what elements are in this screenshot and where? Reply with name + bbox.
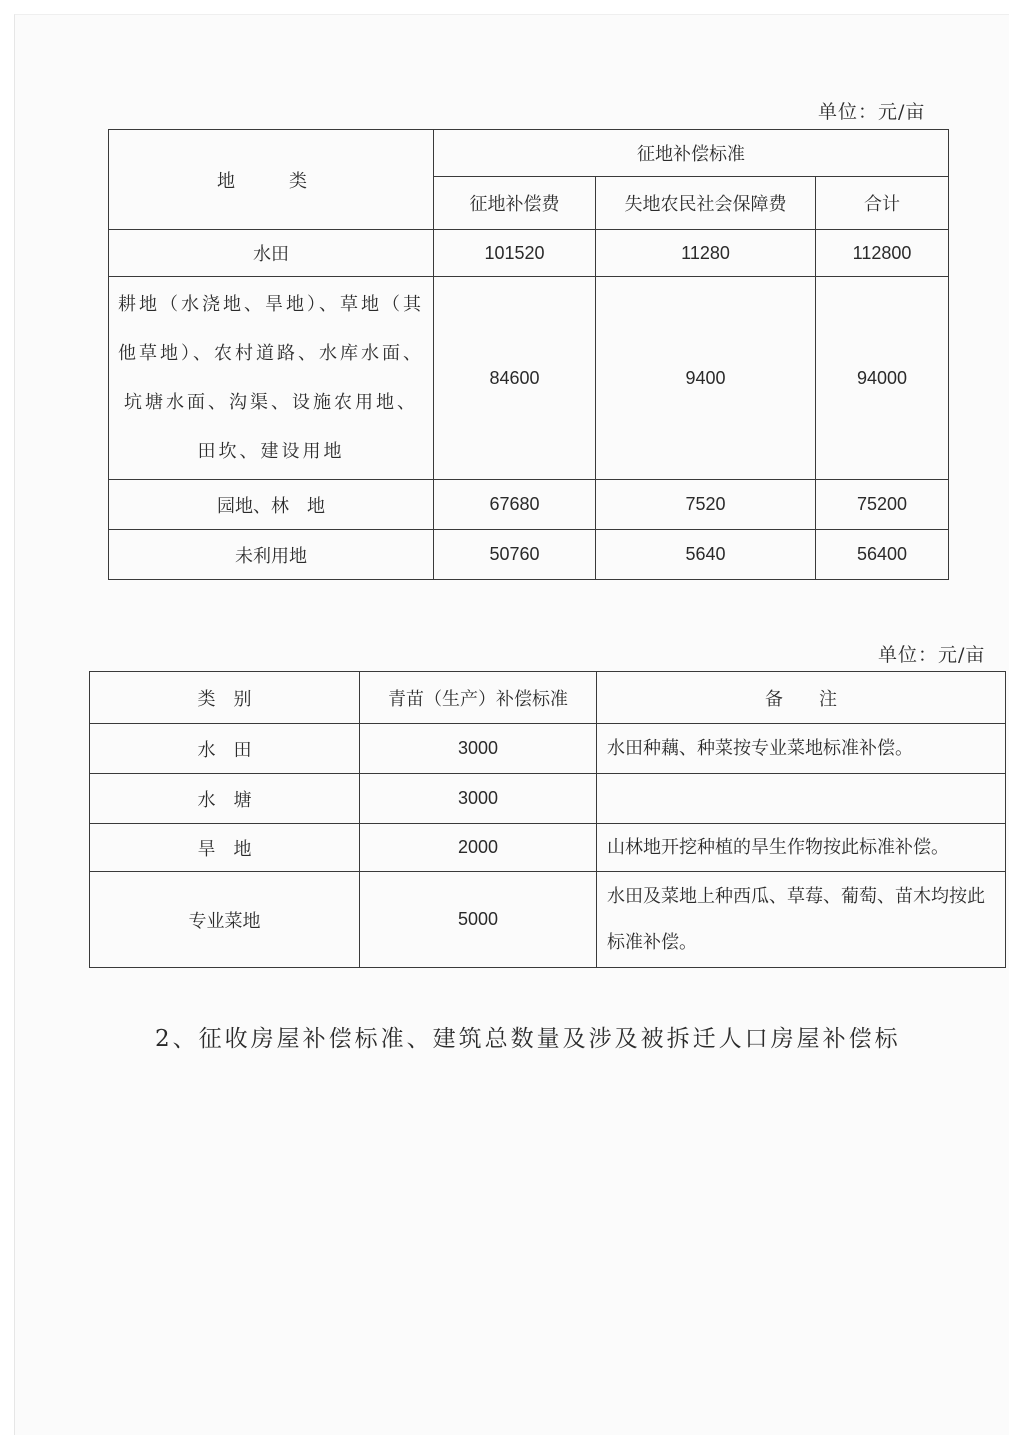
remark-cell <box>597 774 1006 824</box>
category-cell: 水 塘 <box>90 774 360 824</box>
security-cell: 7520 <box>596 480 816 530</box>
remark-cell: 水田种藕、种菜按专业菜地标准补偿。 <box>597 724 1006 774</box>
category-cell: 水 田 <box>90 724 360 774</box>
header-compensation-standard: 征地补偿标准 <box>434 130 949 177</box>
header-remarks: 备 注 <box>597 672 1006 724</box>
land-type-cell: 耕地（水浇地、旱地）、草地（其他草地）、农村道路、水库水面、坑塘水面、沟渠、设施农用地、田坎、建设用地 <box>109 277 434 480</box>
standard-cell: 3000 <box>360 774 597 824</box>
header-social-security-fee: 失地农民社会保障费 <box>596 177 816 230</box>
header-crop-standard: 青苗（生产）补偿标准 <box>360 672 597 724</box>
total-cell: 56400 <box>816 530 949 580</box>
standard-cell: 2000 <box>360 824 597 872</box>
section-heading: 2、征收房屋补偿标准、建筑总数量及涉及被拆迁人口房屋补偿标 <box>155 1026 901 1052</box>
land-compensation-table <box>108 129 949 580</box>
category-cell: 专业菜地 <box>90 872 360 968</box>
remark-cell: 山林地开挖种植的旱生作物按此标准补偿。 <box>597 824 1006 872</box>
total-cell: 75200 <box>816 480 949 530</box>
standard-cell: 5000 <box>360 872 597 968</box>
table-row <box>109 480 949 530</box>
total-cell: 112800 <box>816 230 949 277</box>
table-row <box>109 277 949 480</box>
standard-cell: 3000 <box>360 724 597 774</box>
security-cell: 11280 <box>596 230 816 277</box>
security-cell: 9400 <box>596 277 816 480</box>
fee-cell: 50760 <box>434 530 596 580</box>
unit-label-1: 单位：元/亩 <box>818 101 926 123</box>
header-total: 合计 <box>816 177 949 230</box>
table-row <box>90 872 1006 968</box>
land-type-cell: 未利用地 <box>109 530 434 580</box>
table-row <box>90 774 1006 824</box>
table-row <box>90 824 1006 872</box>
total-cell: 94000 <box>816 277 949 480</box>
fee-cell: 84600 <box>434 277 596 480</box>
remark-cell: 水田及菜地上种西瓜、草莓、葡萄、苗木均按此标准补偿。 <box>597 872 1006 968</box>
table-row <box>109 230 949 277</box>
land-type-cell: 园地、林 地 <box>109 480 434 530</box>
security-cell: 5640 <box>596 530 816 580</box>
unit-label-2: 单位：元/亩 <box>878 644 986 666</box>
fee-cell: 101520 <box>434 230 596 277</box>
land-type-cell: 水田 <box>109 230 434 277</box>
table-row <box>90 724 1006 774</box>
header-land-type: 地 类 <box>109 130 434 230</box>
fee-cell: 67680 <box>434 480 596 530</box>
crop-compensation-table <box>89 671 1006 968</box>
category-cell: 旱 地 <box>90 824 360 872</box>
header-compensation-fee: 征地补偿费 <box>434 177 596 230</box>
header-category: 类 别 <box>90 672 360 724</box>
table-row <box>109 530 949 580</box>
